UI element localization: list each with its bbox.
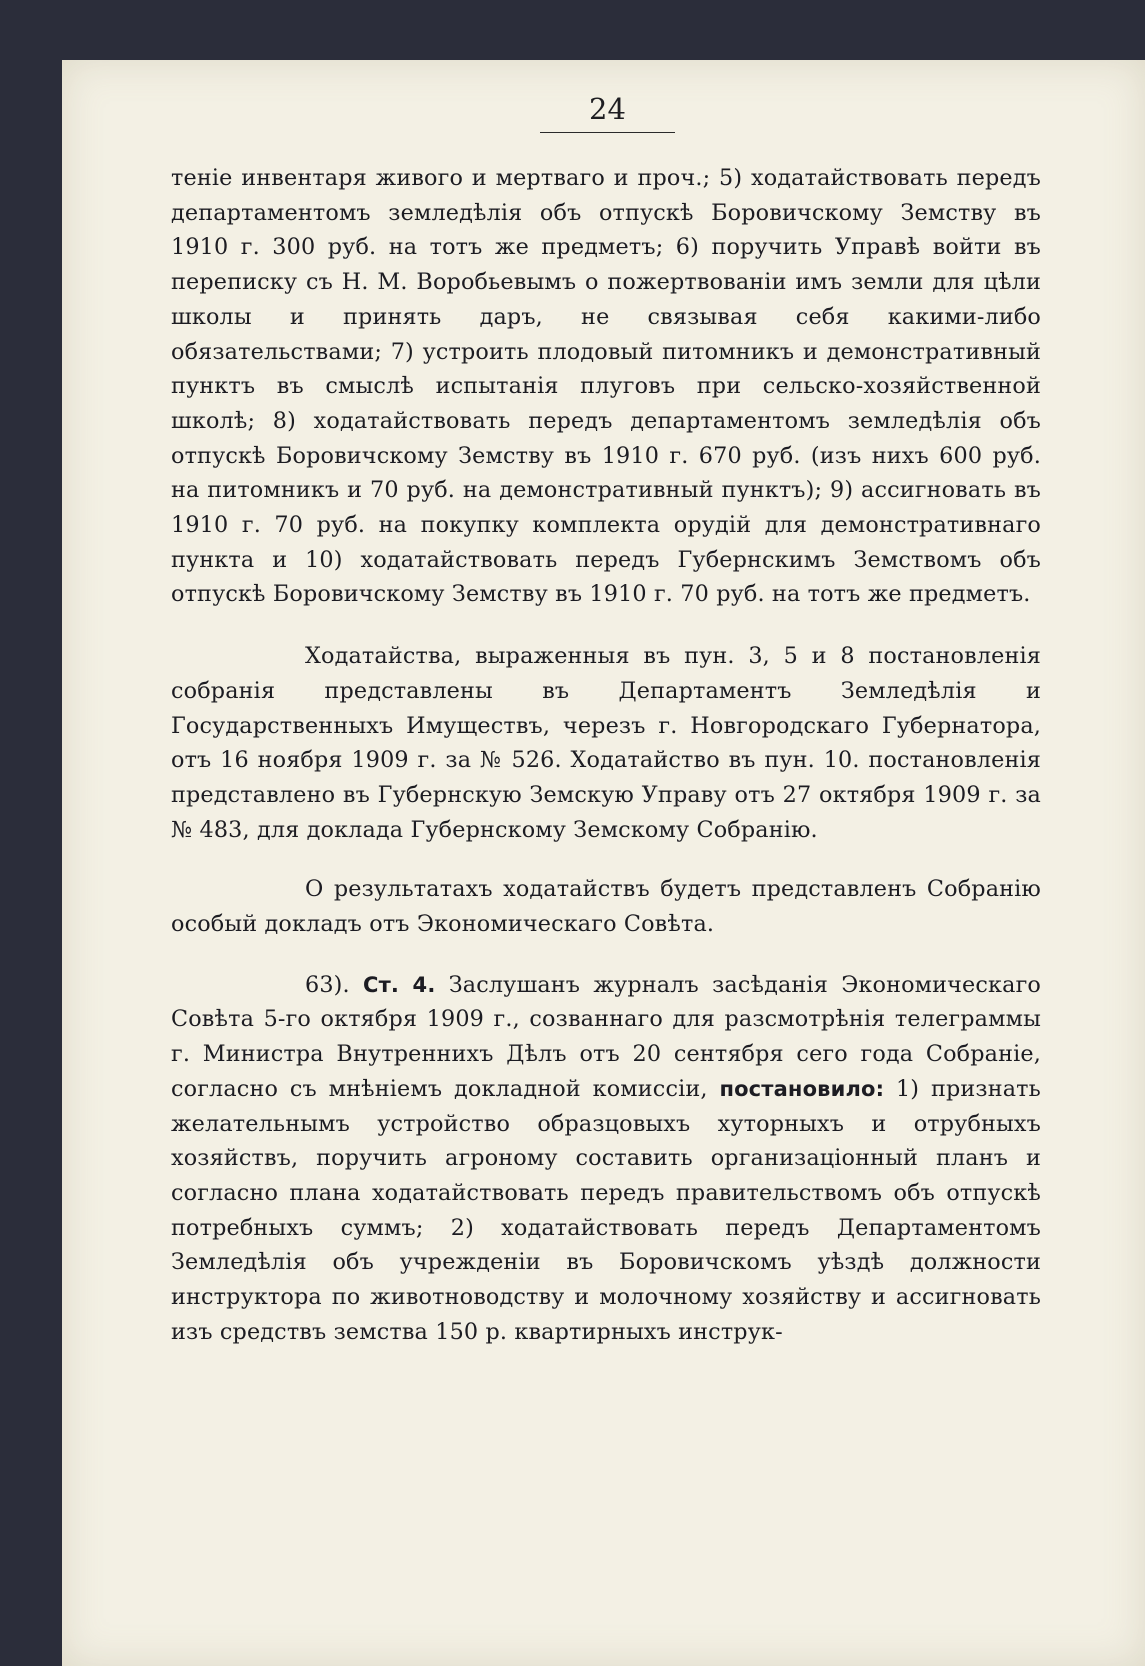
item-text-after: 1) признать желательнымъ устройство образцовыхъ хуторныхъ и отрубныхъ хозяйствъ, поручить агроному составить организаціонный планъ и согласно плана ходатайствовать передъ правительствомъ объ отпускѣ потребныхъ суммъ; 2) ходатайствовать передъ Департаментомъ Земледѣлія объ учрежденіи въ Боровичскомъ уѣздѣ должности инструктора по животноводству и молочному хозяйству и ассигновать изъ средствъ земства 150 р. квартирныхъ инструк- bbox=[171, 1075, 1041, 1345]
paragraph-petitions: Ходатайства, выраженныя въ пун. 3, 5 и 8 постановленія собранія представлены въ Департаментъ Земледѣлія и Государственныхъ Имуществъ, черезъ г. Новгородскаго Губернатора, отъ 16 ноября 1909 г. за № 526. Ходатайство въ пун. 10. постановленія представлено въ Губернскую Земскую Управу отъ 27 октября 1909 г. за № 483, для доклада Губернскому Земскому Собранію. bbox=[171, 643, 1041, 843]
paragraph-results: О результатахъ ходатайствъ будетъ представленъ Собранію особый докладъ отъ Экономическаго Совѣта. bbox=[171, 876, 1041, 938]
article-label: Ст. 4. bbox=[363, 972, 436, 997]
page-body bbox=[171, 161, 1041, 1350]
item-text-before: Заслушанъ журналъ засѣданія Экономическаго Совѣта 5-го октября 1909 г., созваннаго для разсмотрѣнія телеграммы г. Министра Внутреннихъ Дѣлъ отъ 20 сентября сего года Собраніе, согласно съ мнѣніемъ докладной комиссіи, bbox=[171, 971, 1041, 1102]
page-header bbox=[540, 92, 675, 133]
decree-word: постановило: bbox=[719, 1076, 885, 1101]
paragraph-continuation: теніе инвентаря живого и мертваго и проч.; 5) ходатайствовать передъ департаментомъ земледѣлія объ отпускѣ Боровичскому Земству въ 1910 г. 300 руб. на тотъ же предметъ; 6) поручить Управѣ войти въ переписку съ Н. М. Воробьевымъ о пожертвованіи имъ земли для цѣли школы и принять даръ, не связывая себя какими-либо обязательствами; 7) устроить плодовый питомникъ и демонстративный пунктъ въ смыслѣ испытанія плуговъ при сельско-хозяйственной школѣ; 8) ходатайствовать передъ департаментомъ земледѣлія объ отпускѣ Боровичскому Земству въ 1910 г. 670 руб. (изъ нихъ 600 руб. на питомникъ и 70 руб. на демонстративный пунктъ); 9) ассигновать въ 1910 г. 70 руб. на покупку комплекта орудій для демонстративнаго пункта и 10) ходатайствовать передъ Губернскимъ Земствомъ объ отпускѣ Боровичскому Земству въ 1910 г. 70 руб. на тотъ же предметъ. bbox=[171, 165, 1041, 608]
item-number: 63). bbox=[305, 971, 350, 998]
paragraph-item-63 bbox=[171, 968, 1041, 1350]
header-rule bbox=[540, 132, 675, 133]
page-number: 24 bbox=[589, 92, 626, 126]
